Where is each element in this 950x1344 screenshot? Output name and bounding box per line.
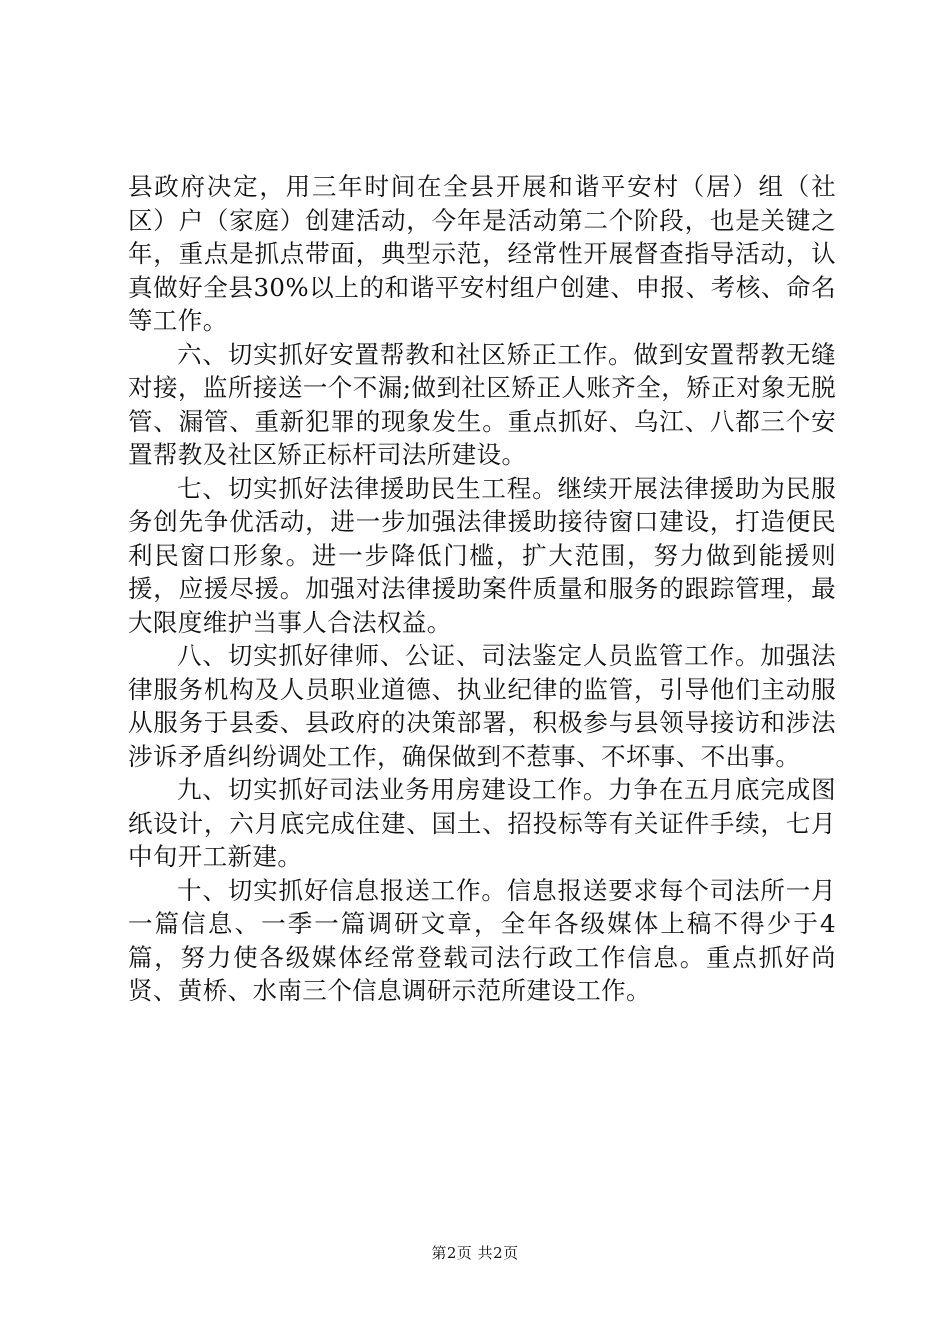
paragraph-item-6: 六、切实抓好安置帮教和社区矫正工作。做到安置帮教无缝对接，监所接送一个不漏;做到社区矫正人账齐全，矫正对象无脱管、漏管、重新犯罪的现象发生。重点抓好、乌江、八都三个安置帮教及社区矫正标杆司法所建设。 (128, 339, 836, 469)
page-footer: 第2页 共2页 (431, 1244, 519, 1262)
document-body (128, 170, 836, 1008)
paragraph-continuation: 县政府决定，用三年时间在全县开展和谐平安村（居）组（社区）户（家庭）创建活动，今年是活动第二个阶段，也是关键之年，重点是抓点带面，典型示范，经常性开展督查指导活动，认真做好全县30%以上的和谐平安村组户创建、申报、考核、命名等工作。 (128, 172, 836, 335)
paragraph-item-8: 八、切实抓好律师、公证、司法鉴定人员监管工作。加强法律服务机构及人员职业道德、执业纪律的监管，引导他们主动服从服务于县委、县政府的决策部署，积极参与县领导接访和涉法涉诉矛盾纠纷调处工作，确保做到不惹事、不坏事、不出事。 (128, 641, 836, 771)
paragraph-item-10: 十、切实抓好信息报送工作。信息报送要求每个司法所一月一篇信息、一季一篇调研文章，全年各级媒体上稿不得少于4篇，努力使各级媒体经常登载司法行政工作信息。重点抓好尚贤、黄桥、水南三个信息调研示范所建设工作。 (128, 875, 836, 1005)
paragraph-item-7: 七、切实抓好法律援助民生工程。继续开展法律援助为民服务创先争优活动，进一步加强法律援助接待窗口建设，打造便民利民窗口形象。进一步降低门槛，扩大范围，努力做到能援则援，应援尽援。加强对法律援助案件质量和服务的跟踪管理，最大限度维护当事人合法权益。 (128, 473, 836, 637)
paragraph-item-9: 九、切实抓好司法业务用房建设工作。力争在五月底完成图纸设计，六月底完成住建、国土、招投标等有关证件手续，七月中旬开工新建。 (128, 775, 836, 871)
